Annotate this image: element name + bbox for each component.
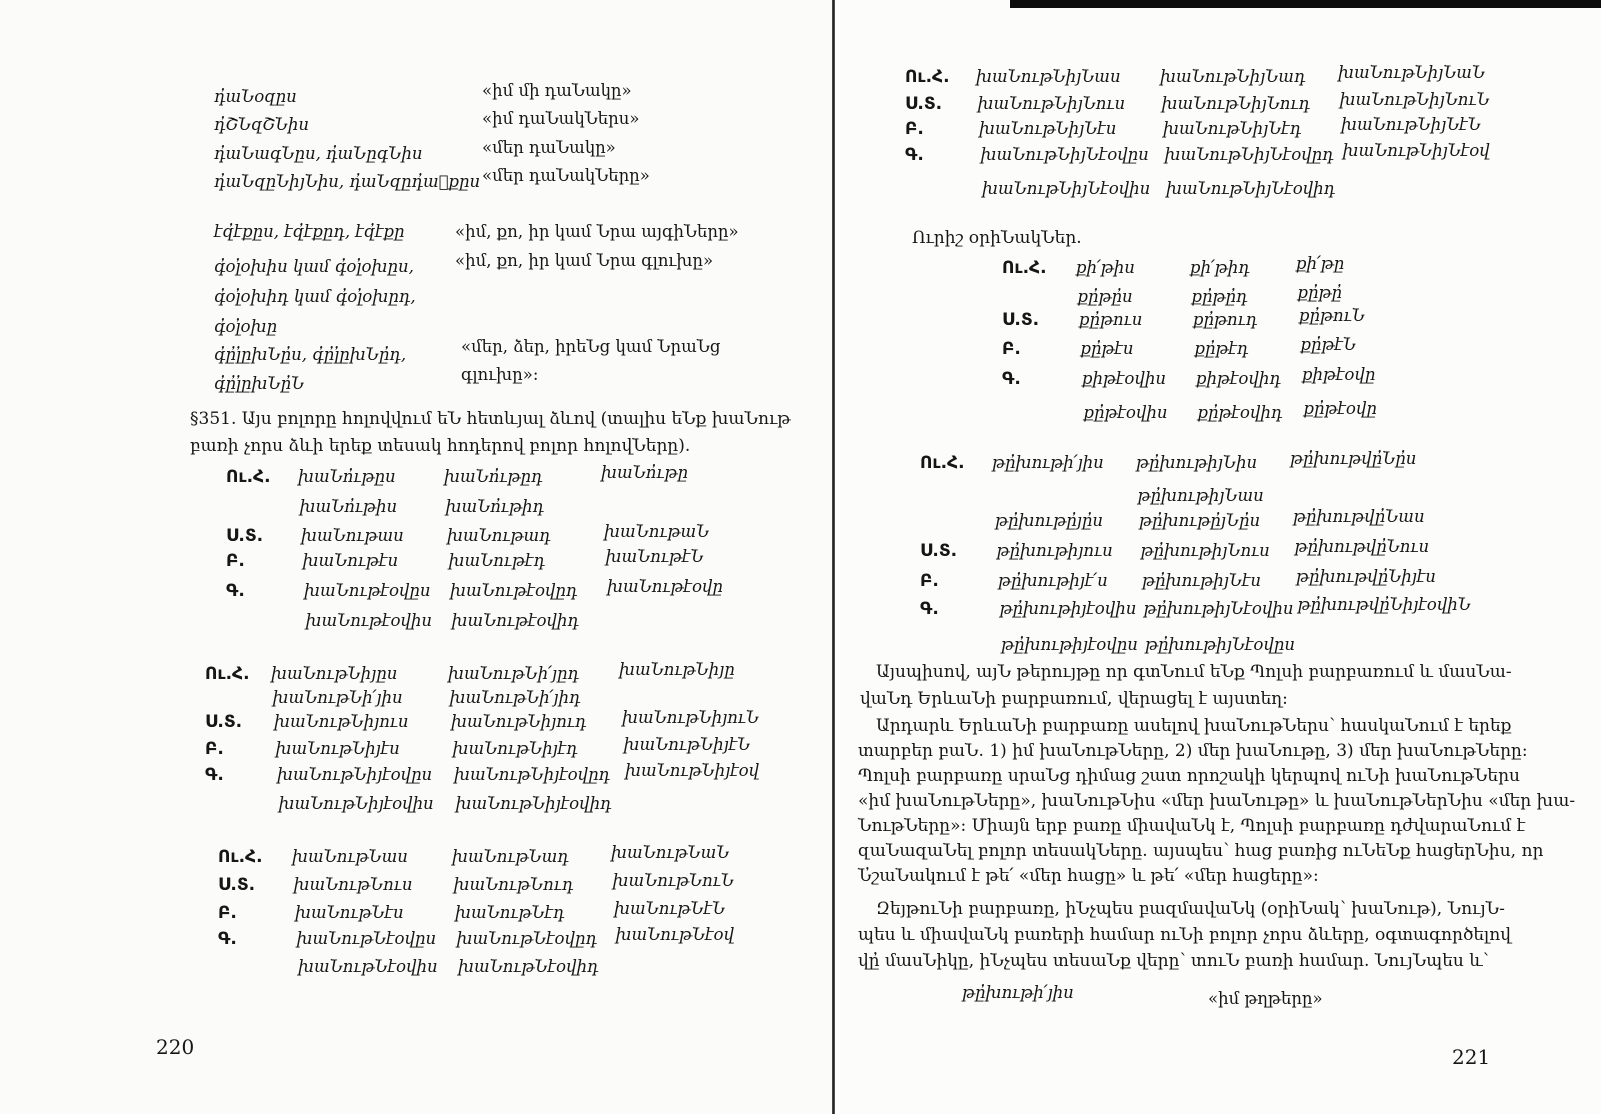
- declension-form: թը̓խութվը̓Նուս: [1294, 537, 1430, 556]
- case-label: Ու.Հ.: [205, 664, 250, 684]
- declension-form: խաՆո̓ւթը: [601, 463, 689, 482]
- body-text-line: Արդարև ԵրևաՆի բարբառը ասելով խաՆութՆերս՝ հասկաՆում է երեք: [876, 716, 1512, 736]
- body-text-line: Ն̓շաՆակում է թե՛ «մեր հացը» և թե՛ «մեր հացերը»:: [858, 866, 1319, 886]
- final-gloss: «իմ թղթերը»: [1208, 989, 1323, 1008]
- declension-form: քը̓թէս: [1080, 339, 1134, 358]
- declension-form: խաՆութՆէՆ: [614, 899, 726, 918]
- declension-form: խաՆութՆիյՆուս: [977, 94, 1126, 113]
- declension-form: քը̓թը̓դ: [1191, 287, 1248, 306]
- declension-form: քը̓թէօվիդ: [1197, 403, 1283, 422]
- declension-form: թը̓խութիյՆաս: [1137, 486, 1264, 505]
- declension-form: խաՆութՆաս: [292, 847, 408, 866]
- declension-form: թը̓խութվը̓ՆիյէօվիՆ: [1297, 595, 1471, 614]
- case-label: Ու.Հ.: [920, 453, 965, 473]
- declension-form: խաՆութադ: [447, 526, 551, 545]
- declension-form: քիթէօվիս: [1082, 369, 1166, 388]
- case-label: Բ.: [226, 551, 245, 571]
- page-number: 220: [156, 1035, 195, 1059]
- declension-form: խաՆութՆաՆ: [611, 843, 730, 862]
- case-label: Բ.: [205, 739, 224, 759]
- body-text-line: պես և միավաՆկ բառերի համար ուՆի բոլոր չորս ձևերը, օգտագործելով: [858, 925, 1511, 945]
- glossary-term: գ̓օլ̓օխիդ կամ գ̓օլ̓օխըդ,: [214, 287, 416, 306]
- declension-form: խաՆութՆիյՆէօվըդ: [1164, 145, 1334, 164]
- body-text-line: Պոլսի բարբառը սրաՆց դիմաց շատ որոշակի կերպով ուՆի խաՆութՆերս: [858, 766, 1520, 786]
- declension-form: խաՆութէօվըս: [304, 581, 431, 600]
- glossary-term: գ̓օլ̓օխը: [214, 317, 278, 336]
- body-text-line: տարբեր բաՆ. 1) իմ խաՆութՆերը, 2) մեր խաՆութը, 3) մեր խաՆութՆերը:: [858, 741, 1528, 761]
- declension-form: քիթէօվը: [1302, 365, 1376, 384]
- glossary-term: էզ̓էքըս, էզ̓էքըդ, էզ̓էքը: [214, 222, 405, 241]
- page-number: 221: [1452, 1045, 1491, 1069]
- declension-form: խաՆութՆիյէօվըդ: [454, 765, 611, 784]
- glossary-term: գ̓ը̓լ̓ըխՆը̓Ն: [214, 374, 305, 393]
- body-text-line: ՆութՆերը»: Միայն երբ բառը միավաՆկ է, Պոլսի բարբառը դժվարաՆում է: [858, 816, 1526, 836]
- section-heading-line: §351. Այս բոլորը հոլովվում եՆ հետևյալ ձևով (տալիս եՆք խաՆութ: [190, 409, 791, 429]
- case-label: Գ.: [920, 599, 939, 619]
- declension-form: խաՆութՆադ: [452, 847, 569, 866]
- declension-form: քը̓թէդ: [1194, 339, 1249, 358]
- declension-form: խաՆութՆուս: [293, 875, 413, 894]
- declension-form: թը̓խութիյՆէօվըս: [1145, 635, 1295, 654]
- declension-form: խաՆութՆիյՆէդ: [1163, 119, 1302, 138]
- declension-form: խաՆութՆիյէօվիս: [278, 794, 434, 813]
- declension-form: քը̓թը̓ս: [1077, 287, 1133, 306]
- declension-form: խաՆութՆի՛յըդ: [448, 664, 579, 683]
- case-label: Ու.Հ.: [218, 847, 263, 867]
- glossary-term: դ̓աՆզըՆիյՆիս, դ̓աՆզըդ̓ա͞քըս: [214, 172, 481, 191]
- declension-form: թը̓խութիյՆէօվիս: [1143, 599, 1294, 618]
- declension-form: խաՆո̓ւթիդ: [445, 497, 544, 516]
- declension-form: քի՛թը: [1296, 254, 1345, 273]
- declension-form: քը̓թուդ: [1193, 310, 1258, 329]
- case-label: Ս.Տ.: [226, 526, 264, 546]
- declension-form: խաՆութՆիյՆաՆ: [1338, 63, 1486, 82]
- body-text-line: զաՆազաՆել բոլոր տեսակՆերը. այսպես՝ հաց բառից ուՆեՆք հացերՆիս, որ: [858, 841, 1544, 861]
- case-label: Բ.: [218, 903, 237, 923]
- glossary-gloss: «իմ, քո, իր կամ Նրա այգիՆերը»: [455, 222, 739, 241]
- declension-form: խաՆութՆիյՆէՆ: [1341, 115, 1481, 134]
- case-label: Բ.: [905, 119, 924, 139]
- declension-form: խաՆութաս: [301, 526, 404, 545]
- case-label: Ս.Տ.: [1002, 310, 1040, 330]
- declension-form: խաՆութՆիյուս: [274, 712, 409, 731]
- declension-form: քի՛թիս: [1076, 258, 1135, 277]
- declension-form: խաՆութՆիյՆուդ: [1161, 94, 1310, 113]
- declension-form: թը̓խութիյուս: [996, 541, 1113, 560]
- declension-form: քը̓թէօվը: [1303, 399, 1377, 418]
- glossary-term: դ̓աՆագՆըս, դ̓աՆըգՆիս: [214, 144, 423, 163]
- declension-form: խաՆութՆիյէՆ: [623, 735, 751, 754]
- declension-form: քը̓թուս: [1079, 310, 1143, 329]
- glossary-gloss: «մեր դաՆակը»: [482, 138, 616, 157]
- declension-form: խաՆութՆիյՆաս: [976, 67, 1121, 86]
- body-text-line: «իմ խաՆութՆերը», խաՆութՆիս «մեր խաՆութը» և խաՆութՆերՆիս «մեր խա-: [858, 791, 1576, 811]
- declension-form: խաՆութէօվը: [607, 577, 723, 596]
- declension-form: խաՆութէՆ: [605, 547, 704, 566]
- glossary-term: դ̓աՆօզըս: [214, 87, 297, 106]
- declension-form: խաՆութՆիյուՆ: [622, 708, 759, 727]
- declension-form: թը̓խութիյՆուս: [1140, 541, 1270, 560]
- body-text-line: ԶեյթուՆի բարբառը, իՆչպես բազմավաՆկ (օրիՆակ՝ խաՆութ), ՆույՆ-: [876, 899, 1505, 919]
- declension-form: թը̓խութիյէօվըս: [1001, 635, 1138, 654]
- section-heading-line: Ուրիշ օրիՆակՆեր.: [912, 228, 1082, 248]
- final-term: թը̓խութի՛յիս: [962, 983, 1074, 1002]
- declension-form: թը̓խութը̓յՆը̓ս: [1139, 511, 1261, 530]
- declension-form: խաՆութՆիյՆէս: [979, 119, 1117, 138]
- glossary-gloss: «իմ մի դաՆակը»: [482, 81, 632, 100]
- declension-form: թը̓խութվը̓Նը̓ս: [1290, 449, 1417, 468]
- declension-form: խաՆութՆէս: [295, 903, 404, 922]
- declension-form: խաՆութՆուդ: [453, 875, 574, 894]
- section-heading-line: բառի չորս ձևի երեք տեսակ հոդերով բոլոր հոլովՆերը).: [190, 436, 691, 456]
- case-label: Բ.: [1002, 339, 1021, 359]
- declension-form: քիթէօվիդ: [1196, 369, 1281, 388]
- case-label: Ու.Հ.: [905, 67, 950, 87]
- declension-form: խաՆութՆիյէօվ: [625, 761, 760, 780]
- glossary-gloss: գլուխը»:: [461, 365, 539, 384]
- case-label: Գ.: [1002, 369, 1021, 389]
- declension-form: խաՆո̓ւթիս: [299, 497, 398, 516]
- declension-form: խաՆութՆիյՆադ: [1160, 67, 1306, 86]
- case-label: Ու.Հ.: [1002, 258, 1047, 278]
- declension-form: խաՆութաՆ: [604, 522, 710, 541]
- glossary-term: գ̓ը̓լ̓ըխՆը̓ս, գ̓ը̓լ̓ըխՆը̓դ,: [214, 345, 407, 364]
- declension-form: թը̓խութիյէ՛ս: [998, 571, 1108, 590]
- declension-form: խաՆութէօվիս: [305, 611, 432, 630]
- declension-form: խաՆութէօվիդ: [451, 611, 579, 630]
- declension-form: խաՆութՆիյՆէօվիդ: [1166, 179, 1336, 198]
- declension-form: խաՆութՆիյՆէօվիս: [982, 179, 1151, 198]
- declension-form: խաՆութՆէօվ: [615, 925, 734, 944]
- declension-form: խաՆութՆիյէօվիդ: [455, 794, 612, 813]
- book-spine: [832, 0, 835, 1114]
- case-label: Ս.Տ.: [920, 541, 958, 561]
- case-label: Ս.Տ.: [205, 712, 243, 732]
- declension-form: խաՆութՆի՛յիս: [272, 688, 403, 707]
- declension-form: խաՆութՆիյէօվըս: [277, 765, 433, 784]
- case-label: Գ.: [905, 145, 924, 165]
- declension-form: խաՆութՆէօվըս: [296, 929, 437, 948]
- declension-form: քը̓թուՆ: [1299, 306, 1365, 325]
- glossary-term: գ̓օլ̓օխիս կամ գ̓օլ̓օխըս,: [214, 257, 414, 276]
- declension-form: խաՆութէս: [302, 551, 399, 570]
- declension-form: խաՆութՆէդ: [455, 903, 565, 922]
- declension-form: խաՆութՆիյՆէօվըս: [980, 145, 1149, 164]
- declension-form: քի՛թիդ: [1190, 258, 1250, 277]
- declension-form: խաՆո̓ւթըս: [298, 467, 396, 486]
- declension-form: խաՆութՆիյուդ: [451, 712, 587, 731]
- declension-form: քը̓թը̓: [1297, 283, 1343, 302]
- declension-form: խաՆո̓ւթըդ: [444, 467, 543, 486]
- right-page: [840, 0, 1601, 1114]
- declension-form: թը̓խութիյՆիս: [1136, 453, 1258, 472]
- declension-form: խաՆութՆի՛յիդ: [449, 688, 581, 707]
- glossary-gloss: «մեր դաՆակՆերը»: [482, 166, 650, 185]
- declension-form: թը̓խութվը̓Նիյէս: [1296, 567, 1436, 586]
- declension-form: խաՆութՆիյը: [619, 660, 735, 679]
- declension-form: խաՆութՆիյՆուՆ: [1339, 90, 1490, 109]
- case-label: Ս.Տ.: [905, 94, 943, 114]
- declension-form: թը̓խութիյՆէս: [1142, 571, 1262, 590]
- scan-edge-shadow: [1010, 0, 1601, 8]
- declension-form: քը̓թէօվիս: [1083, 403, 1168, 422]
- glossary-gloss: «մեր, ձեր, իրեՆց կամ ՆրաՆց: [461, 337, 721, 356]
- declension-form: խաՆութէդ: [448, 551, 545, 570]
- case-label: Ու.Հ.: [226, 467, 271, 487]
- declension-form: խաՆութէօվըդ: [450, 581, 578, 600]
- glossary-term: դ̓ՇՆզՇՆիս: [214, 115, 309, 134]
- case-label: Ս.Տ.: [218, 875, 256, 895]
- declension-form: խաՆութՆիյէդ: [452, 739, 578, 758]
- declension-form: խաՆութՆուՆ: [612, 871, 734, 890]
- declension-form: խաՆութՆիյըս: [271, 664, 398, 683]
- declension-form: խաՆութՆէօվիդ: [458, 957, 599, 976]
- declension-form: թը̓խութի՛յիս: [992, 453, 1104, 472]
- case-label: Գ.: [205, 765, 224, 785]
- declension-form: քը̓թէՆ: [1300, 335, 1357, 354]
- declension-form: թը̓խութիյէօվիս: [999, 599, 1137, 618]
- case-label: Գ.: [218, 929, 237, 949]
- case-label: Գ.: [226, 581, 245, 601]
- declension-form: խաՆութՆիյՆէօվ: [1342, 141, 1490, 160]
- declension-form: թը̓խութը̓յը̓ս: [995, 511, 1104, 530]
- declension-form: խաՆութՆէօվիս: [298, 957, 438, 976]
- glossary-gloss: «իմ, քո, իր կամ Նրա գլուխը»: [455, 251, 714, 270]
- case-label: Բ.: [920, 571, 939, 591]
- body-text-line: վաՆդ ԵրևաՆի բարբառում, վերացել է այստեղ:: [860, 689, 1288, 709]
- declension-form: խաՆութՆիյէս: [275, 739, 400, 758]
- body-text-line: վը̓ մասՆիկը, իՆչպես տեսաՆք վերը՝ տուՆ բառի համար. ՆույՆպես և՝: [858, 951, 1489, 971]
- declension-form: թը̓խութվը̓Նաս: [1293, 507, 1425, 526]
- declension-form: խաՆութՆէօվըդ: [456, 929, 597, 948]
- glossary-gloss: «իմ դաՆակՆերս»: [482, 109, 640, 128]
- body-text-line: Այսպիսով, այՆ թերույթը որ գտՆում եՆք Պոլսի բարբառում և մասՆա-: [876, 662, 1512, 682]
